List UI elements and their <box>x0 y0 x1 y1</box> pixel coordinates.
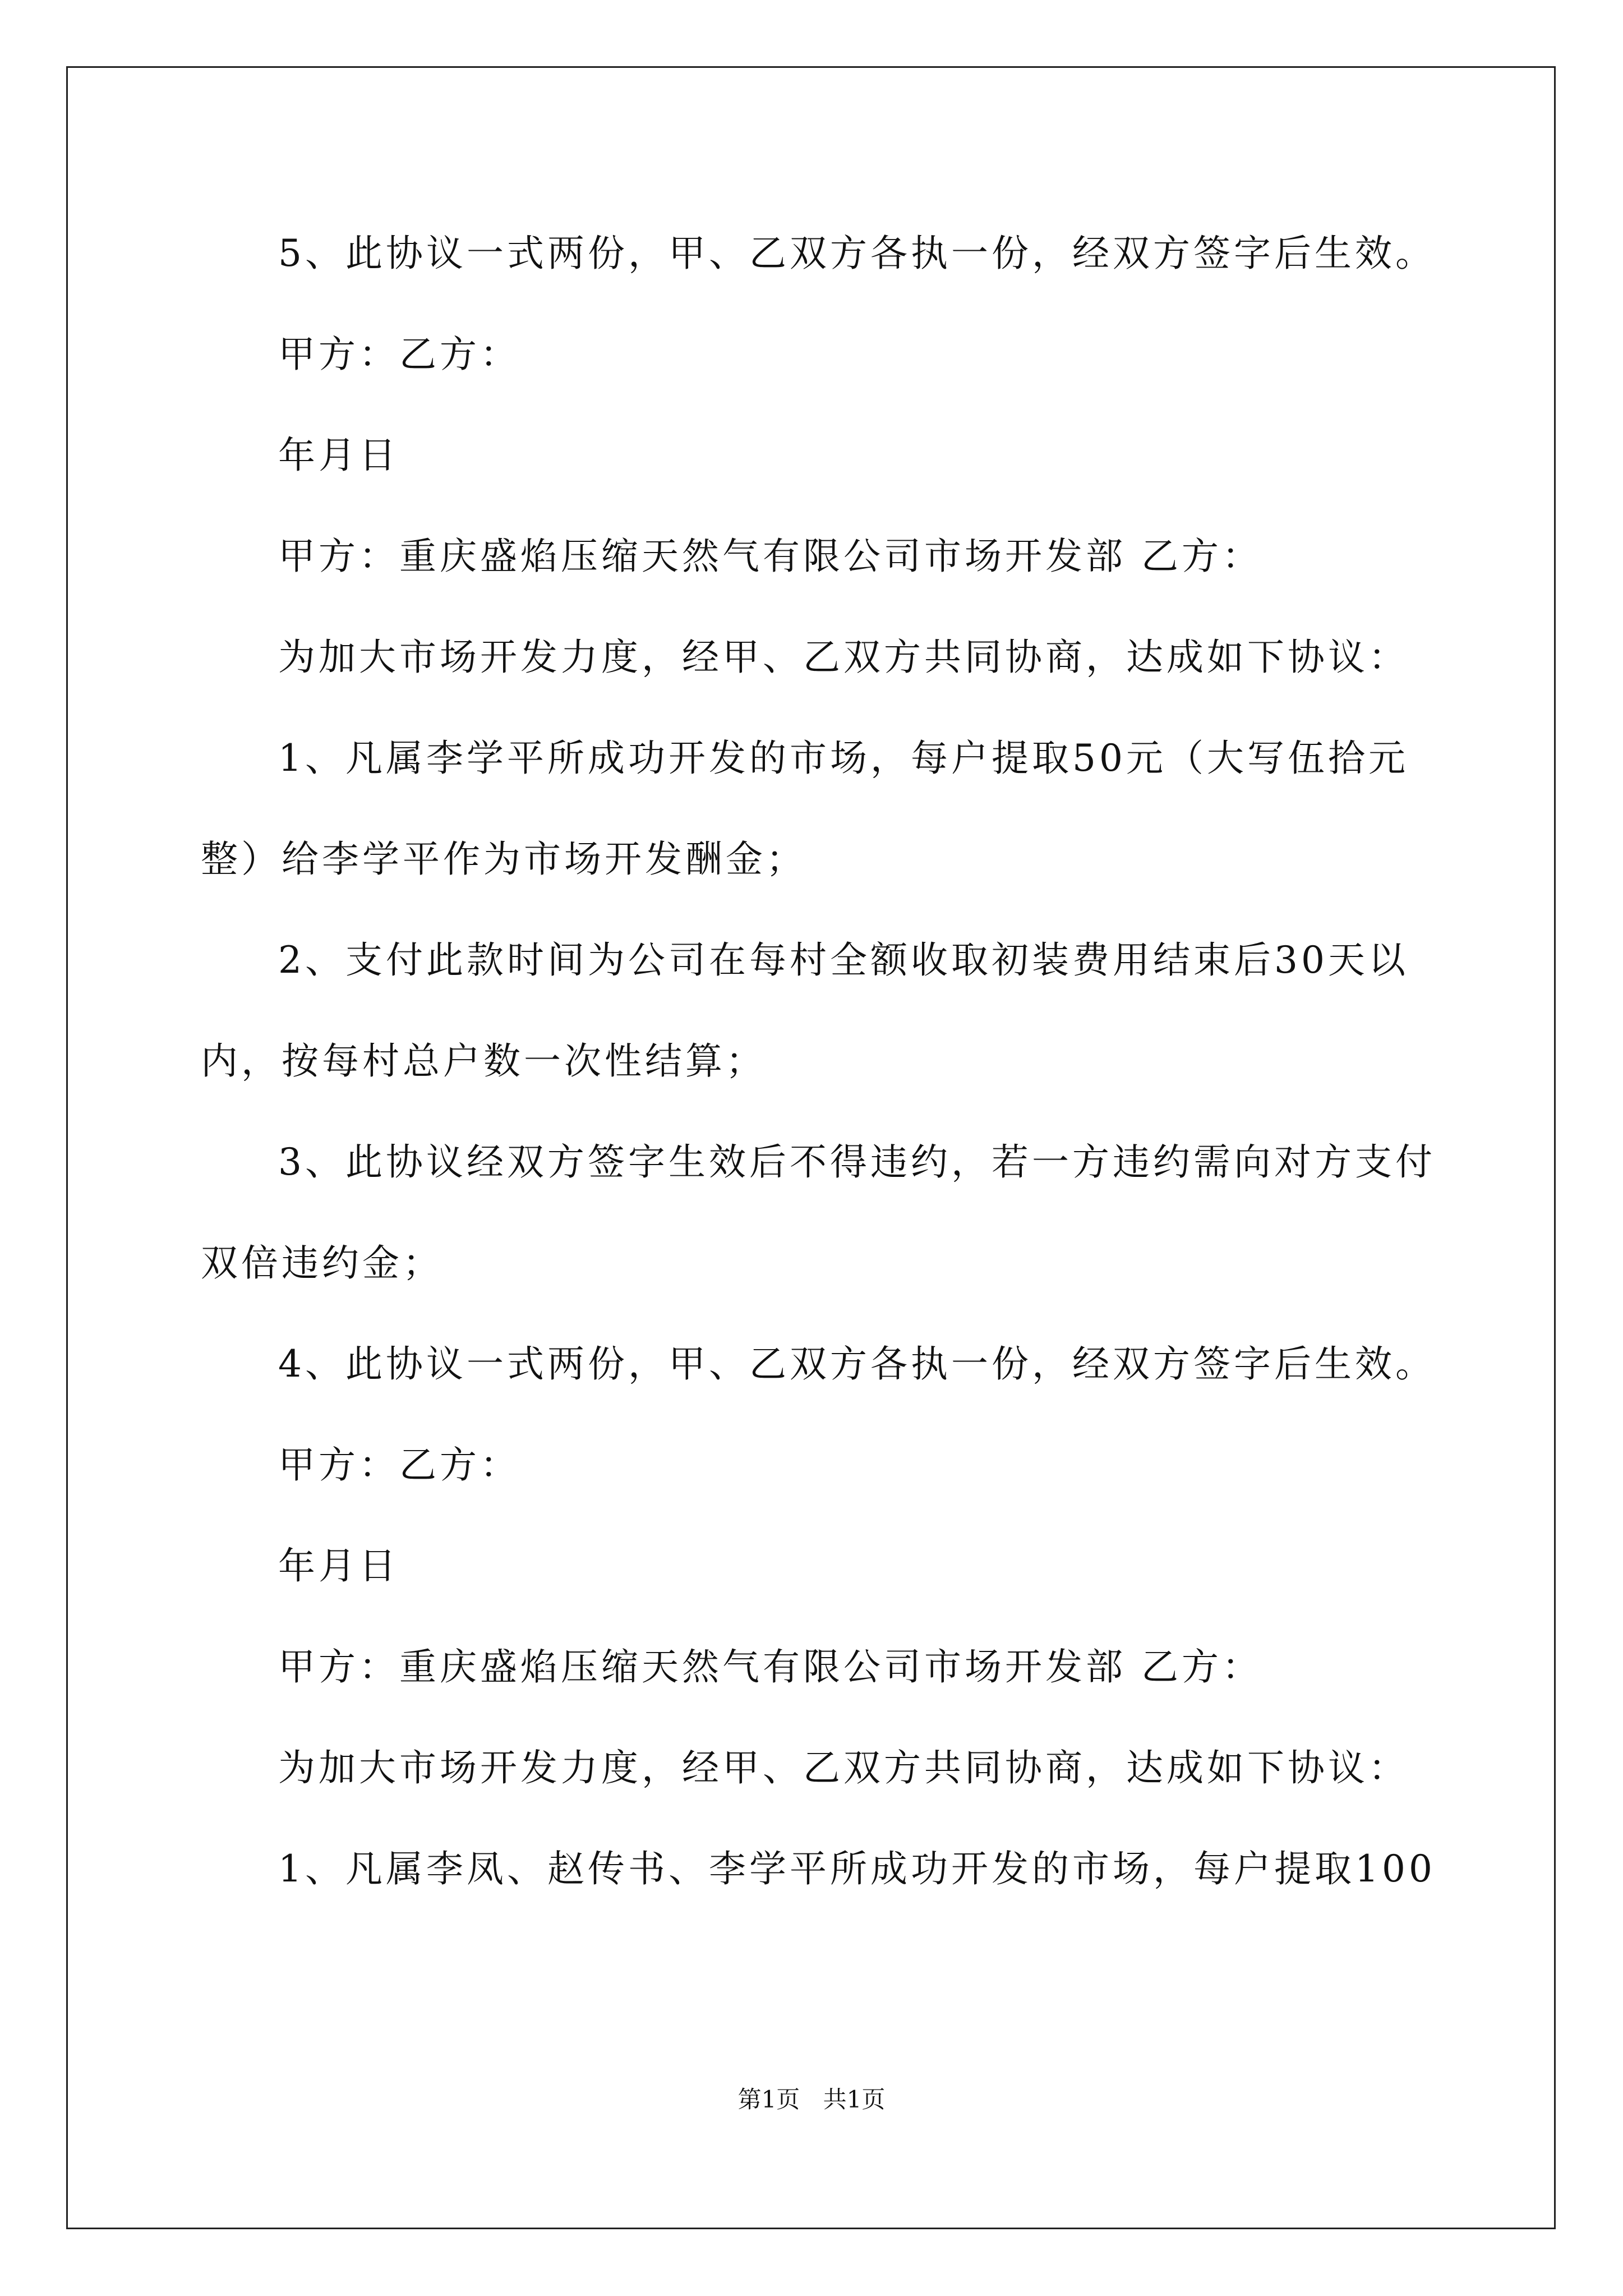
paragraph-line: 甲方：乙方： <box>278 333 520 376</box>
paragraph-line: 2、支付此款时间为公司在每村全额收取初装费用结束后30天以 <box>278 938 1409 982</box>
page-total: 共1页 <box>823 2086 886 2113</box>
paragraph-line: 5、此协议一式两份，甲、乙双方各执一份，经双方签字后生效。 <box>278 232 1436 275</box>
paragraph-line: 甲方：重庆盛焰压缩天然气有限公司市场开发部 乙方： <box>278 1645 1262 1688</box>
paragraph-line: 整）给李学平作为市场开发酬金； <box>201 838 806 881</box>
paragraph-line: 年月日 <box>278 434 399 477</box>
paragraph-line: 3、此协议经双方签字生效后不得违约，若一方违约需向对方支付 <box>278 1140 1436 1184</box>
paragraph-line: 双倍违约金； <box>201 1241 443 1285</box>
paragraph-line: 为加大市场开发力度，经甲、乙双方共同协商，达成如下协议： <box>278 636 1409 679</box>
paragraph-line: 甲方：重庆盛焰压缩天然气有限公司市场开发部 乙方： <box>278 535 1262 578</box>
paragraph-line: 年月日 <box>278 1544 399 1588</box>
paragraph-line: 1、凡属李凤、赵传书、李学平所成功开发的市场，每户提取100 <box>278 1847 1436 1890</box>
paragraph-line: 内，按每村总户数一次性结算； <box>201 1039 766 1083</box>
paragraph-line: 甲方：乙方： <box>278 1443 520 1487</box>
paragraph-line: 4、此协议一式两份，甲、乙双方各执一份，经双方签字后生效。 <box>278 1342 1436 1386</box>
paragraph-line: 为加大市场开发力度，经甲、乙双方共同协商，达成如下协议： <box>278 1746 1409 1789</box>
page-number: 第1页 <box>737 2086 800 2113</box>
paragraph-line: 1、凡属李学平所成功开发的市场，每户提取50元（大写伍拾元 <box>278 737 1409 780</box>
page-footer <box>0 2086 1623 2114</box>
